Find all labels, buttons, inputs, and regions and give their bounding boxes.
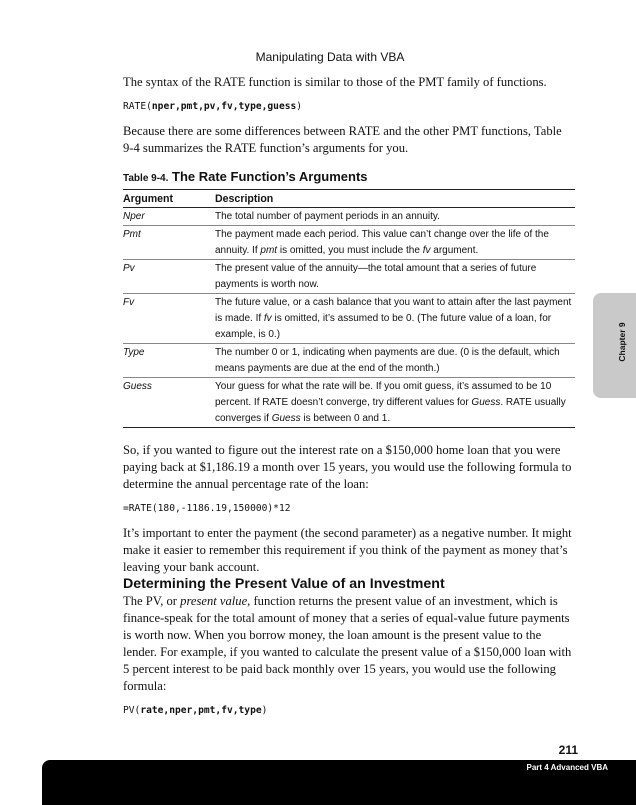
table-row — [123, 294, 575, 344]
description-cell — [215, 378, 575, 428]
desc-italic: fv — [422, 245, 431, 256]
desc-italic: Guess — [271, 413, 301, 424]
desc-italic: Guess — [471, 397, 501, 408]
paragraph-rate-syntax: The syntax of the RATE function is similar to those of the PMT family of functions. — [123, 75, 547, 89]
paragraph-rate-example: So, if you wanted to figure out the interest rate on a $150,000 home loan that you were paying back at $1,186.19 a month over 15 years, you would use the following formula to determine the annual percentage rate of the loan: — [123, 443, 572, 491]
code-prefix: RATE( — [123, 101, 152, 112]
paragraph-pv-intro — [123, 593, 575, 695]
code-args: rate,nper,pmt,fv,type — [140, 705, 262, 716]
text: The PV, or — [123, 594, 181, 608]
chapter-tab — [593, 293, 636, 398]
column-header-argument: Argument — [123, 190, 215, 208]
code-suffix: ) — [261, 705, 268, 716]
description-cell — [215, 344, 575, 378]
argument-cell: Pv — [123, 260, 215, 294]
table-header-row — [123, 190, 575, 208]
rate-arguments-table — [123, 189, 575, 428]
table-row — [123, 208, 575, 226]
chapter-tab-label: Chapter 9 — [617, 322, 627, 362]
code-rate-syntax — [123, 100, 575, 113]
page-content — [123, 50, 575, 727]
desc-italic: fv — [263, 313, 272, 324]
code-suffix: ) — [296, 101, 303, 112]
paragraph-table-intro: Because there are some differences between RATE and the other PMT functions, Table 9-4 summarizes the RATE function’s arguments for you. — [123, 124, 562, 155]
desc-text: Your guess for what the rate will be. If you omit guess, it’s assumed to be 10 percent. If RATE doesn’t converge, try different values for — [215, 381, 552, 408]
code-pv-syntax — [123, 704, 575, 717]
code-rate-example: =RATE(180,-1186.19,150000)*12 — [123, 503, 291, 514]
code-prefix: PV( — [123, 705, 141, 716]
argument-cell: Type — [123, 344, 215, 378]
argument-cell: Nper — [123, 208, 215, 226]
desc-text: The number 0 or 1, indicating when payments are due. (0 is the default, which means payments are due at the end of the month.) — [215, 347, 560, 374]
table-title-text: The Rate Function’s Arguments — [172, 169, 368, 184]
table-title — [123, 169, 575, 187]
argument-cell: Fv — [123, 294, 215, 344]
description-cell — [215, 294, 575, 344]
page-number: 211 — [558, 743, 578, 757]
footer-part-title: Part 4 Advanced VBA — [526, 763, 608, 772]
desc-text: is omitted, it’s assumed to be 0. (The future value of a loan, for example, is 0.) — [215, 313, 552, 340]
text-italic: present value — [180, 594, 248, 608]
table-number: Table 9-4. — [123, 173, 169, 184]
section-heading: Determining the Present Value of an Investment — [123, 576, 445, 592]
argument-cell: Pmt — [123, 226, 215, 260]
table-row — [123, 378, 575, 428]
paragraph-negative-payment: It’s important to enter the payment (the second parameter) as a negative number. It might make it easier to remember this requirement if you think of the payment as money that’s leaving your bank account. — [123, 526, 572, 574]
description-cell — [215, 260, 575, 294]
desc-italic: pmt — [260, 245, 278, 256]
table-row — [123, 226, 575, 260]
table-row — [123, 260, 575, 294]
desc-text: The total number of payment periods in an annuity. — [215, 211, 440, 222]
argument-cell: Guess — [123, 378, 215, 428]
desc-text: is between 0 and 1. — [300, 413, 391, 424]
running-head: Manipulating Data with VBA — [255, 50, 405, 64]
desc-text: The future value, or a cash balance that you want to attain after the last payment is made. If — [215, 297, 572, 324]
desc-text: The present value of the annuity—the total amount that a series of future payments is worth now. — [215, 263, 537, 290]
desc-text: argument. — [430, 245, 479, 256]
column-header-description: Description — [215, 190, 575, 208]
description-cell — [215, 208, 575, 226]
table-row — [123, 344, 575, 378]
desc-text: . RATE usually converges if — [215, 397, 566, 424]
text: , function returns the present value of an investment, which is finance-speak for the total amount of money that a series of equal-value future payments is worth now. When you borrow money, the loan amount is the present value to the lender. For example, if you wanted to calculate the present value of a $150,000 loan with 5 percent interest to be paid back monthly over 15 years, you would use the following formula: — [123, 594, 572, 693]
code-args: nper,pmt,pv,fv,type,guess — [151, 101, 297, 112]
desc-text: is omitted, you must include the — [277, 245, 423, 256]
desc-text: The payment made each period. This value can’t change over the life of the annuity. If — [215, 229, 549, 256]
description-cell — [215, 226, 575, 260]
